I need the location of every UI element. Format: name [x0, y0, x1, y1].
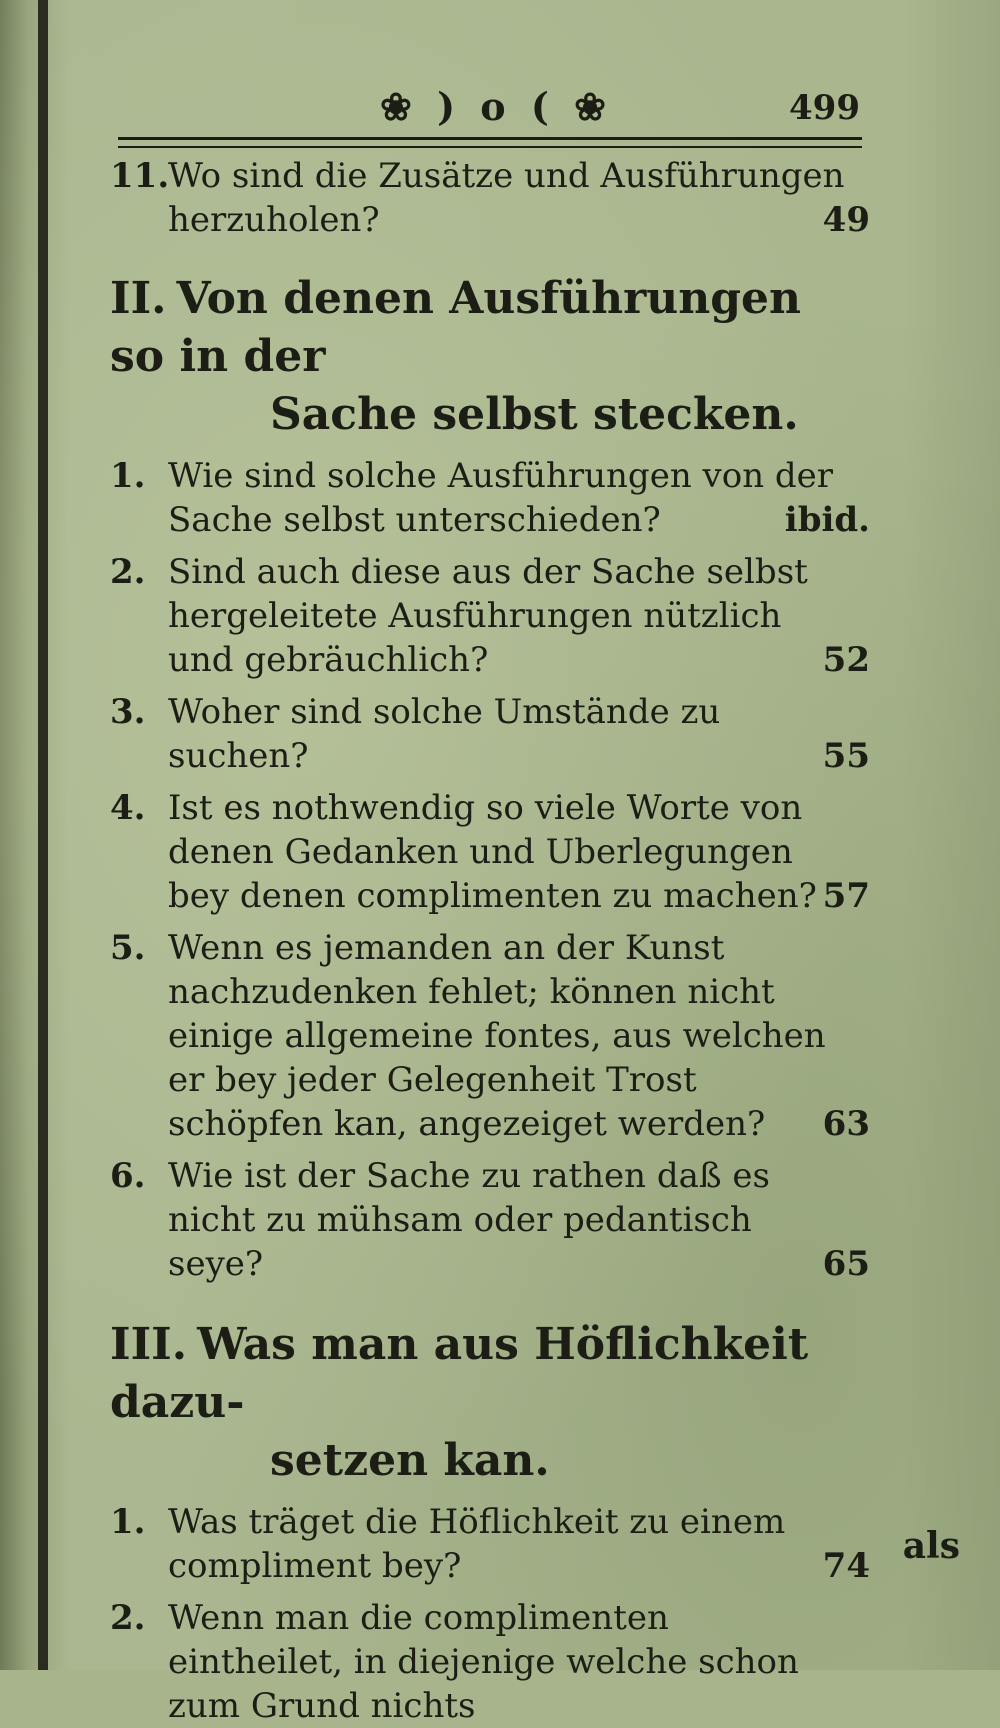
- entry-page: 74: [822, 1546, 870, 1586]
- toc-entry: [110, 1500, 870, 1588]
- section-heading: [110, 1316, 870, 1490]
- toc-entry: [110, 154, 870, 242]
- entry-text: Wie sind solche Ausführungen von der Sache selbst unterschieden?: [168, 456, 834, 540]
- entry-text: Was träget die Höflichkeit zu einem compliment bey?: [168, 1502, 786, 1586]
- section-roman: II.: [110, 273, 167, 324]
- entry-page: 57: [822, 876, 870, 916]
- entry-page: ibid.: [784, 500, 870, 540]
- entry-number: 1.: [110, 1502, 146, 1542]
- entry-text: Ist es nothwendig so viele Worte von denen Gedanken und Uberlegungen bey denen complimenten zu machen?: [168, 788, 817, 916]
- toc-entry: [110, 550, 870, 682]
- entry-page: 49: [822, 200, 870, 240]
- section-title: Von denen Ausführungen so in der: [110, 273, 802, 382]
- section-heading: [110, 270, 870, 444]
- toc-entry: [110, 786, 870, 918]
- section-title: Was man aus Höflichkeit dazu-: [110, 1319, 809, 1428]
- toc-entry: [110, 454, 870, 542]
- entry-number: 2.: [110, 552, 146, 592]
- entry-number: 11.: [110, 156, 170, 196]
- entry-text: Sind auch diese aus der Sache selbst hergeleitete Ausführungen nützlich und gebräuchlich?: [168, 552, 808, 680]
- header-rule: [118, 137, 862, 148]
- section-title-cont: Sache selbst stecken.: [270, 389, 799, 440]
- entry-text: Woher sind solche Umstände zu suchen?: [168, 692, 721, 776]
- entry-number: 3.: [110, 692, 146, 732]
- section-roman: III.: [110, 1319, 188, 1370]
- entry-text: Wie ist der Sache zu rathen daß es nicht zu mühsam oder pedantisch seye?: [168, 1156, 770, 1284]
- entry-number: 1.: [110, 456, 146, 496]
- table-of-contents: [110, 150, 870, 1728]
- page-binding-edge: [38, 0, 48, 1670]
- page-header: [120, 84, 860, 134]
- header-ornament: ❀ ) o ( ❀: [380, 84, 612, 129]
- entry-page: 55: [822, 736, 870, 776]
- entry-number: 2.: [110, 1598, 146, 1638]
- entry-number: 5.: [110, 928, 146, 968]
- toc-entry: [110, 1154, 870, 1286]
- entry-page: 63: [822, 1104, 870, 1144]
- entry-number: 4.: [110, 788, 146, 828]
- section-title-cont: setzen kan.: [270, 1435, 550, 1486]
- entry-page: 65: [822, 1244, 870, 1284]
- entry-text: Wenn es jemanden an der Kunst nachzudenken fehlet; können nicht einige allgemeine fontes, aus welchen er bey jeder Gelegenheit Trost schöpfen kan, angezeiget werden?: [168, 928, 826, 1144]
- entry-page: 52: [822, 640, 870, 680]
- entry-text: Wo sind die Zusätze und Ausführungen herzuholen?: [168, 156, 845, 240]
- page-number: 499: [789, 88, 860, 128]
- toc-entry: [110, 690, 870, 778]
- toc-entry: [110, 1596, 870, 1728]
- catchword: als: [902, 1525, 960, 1567]
- entry-text: Wenn man die complimenten eintheilet, in diejenige welche schon zum Grund nichts: [168, 1598, 799, 1726]
- toc-entry: [110, 926, 870, 1146]
- entry-number: 6.: [110, 1156, 146, 1196]
